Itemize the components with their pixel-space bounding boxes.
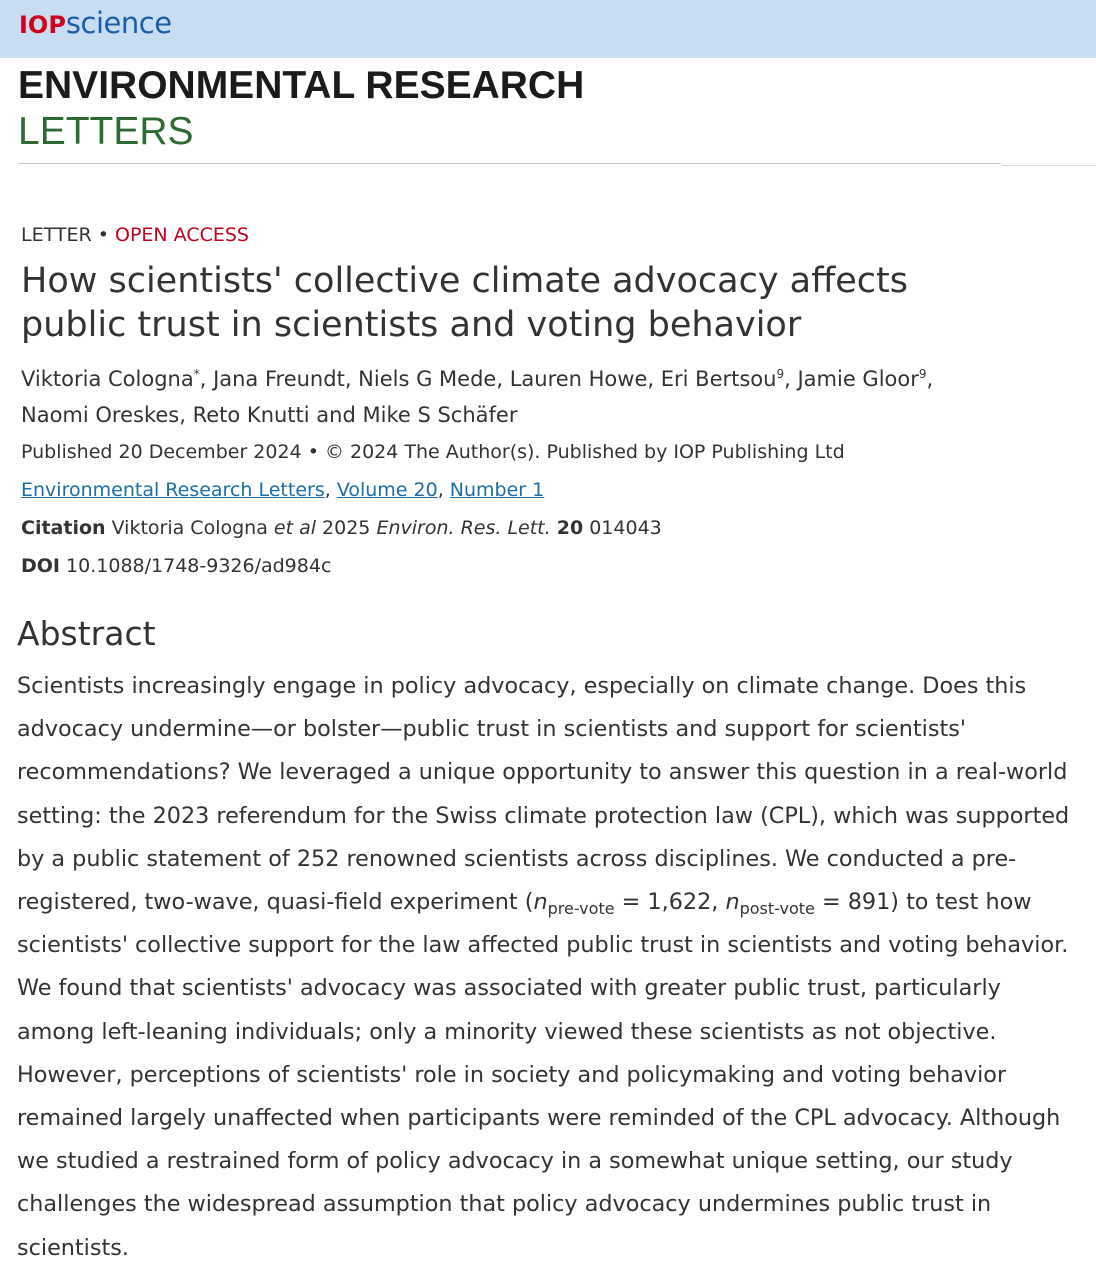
author-affiliation-marker: 9 [776, 367, 785, 381]
number-link[interactable]: Number 1 [449, 479, 545, 501]
author-affiliation-marker: 9 [918, 367, 927, 381]
journal-link[interactable]: Environmental Research Letters [21, 479, 325, 501]
journal-title-line1: ENVIRONMENTAL RESEARCH [18, 64, 585, 107]
logo-science: science [65, 6, 172, 40]
author-name[interactable]: Naomi Oreskes [21, 403, 180, 427]
author-name[interactable]: Mike S Schäfer [362, 403, 518, 427]
doi-label: DOI [21, 555, 60, 577]
n-pre-vote-sub: pre-vote [547, 899, 615, 919]
citation-etal: et al [273, 517, 316, 539]
abstract-part1: Scientists increasingly engage in policy advocacy, especially on climate change. Does this advocacy undermine—or bolster—public trust in scientists and support for scientists' recommendations? We leveraged a unique opportunity to answer this question in a real-world setting: the 2023 referendum for the Swiss climate protection law (CPL), which was supported by a public statement of 252 renowned scientists across disciplines. We conducted a pre-registered, two-wave, quasi-field experiment ( [17, 673, 1070, 916]
author-name[interactable]: Jana Freundt [213, 367, 345, 391]
article-type-line [21, 222, 1081, 248]
author-affiliation-marker: * [193, 367, 200, 381]
citation-line [21, 509, 1081, 547]
journal-title-line2: LETTERS [18, 110, 194, 153]
article-header [21, 222, 1081, 585]
abstract-section [17, 612, 1085, 1270]
author-name[interactable]: Lauren Howe [509, 367, 648, 391]
top-bar [0, 0, 1096, 58]
citation-journal: Environ. Res. Lett. [376, 517, 551, 539]
citation-year: 2025 [322, 517, 371, 539]
citation-label: Citation [21, 517, 106, 539]
n-pre-vote-value: = 1,622, [614, 889, 726, 916]
n-post-vote-sub: post-vote [739, 899, 815, 919]
type-separator: • [91, 224, 115, 246]
abstract-heading: Abstract [17, 614, 156, 653]
logo-iop: IOP [19, 11, 66, 39]
author-name[interactable]: Jamie Gloor [797, 367, 919, 391]
n-symbol: n [725, 889, 740, 916]
citation-volume: 20 [556, 517, 584, 539]
author-list: Viktoria Cologna*, Jana Freundt, Niels G Mede, Lauren Howe, Eri Bertsou$^9$, Jamie Gloor$^9$, Naomi Oreskes, Reto Knutti and Mike S Schäfer [21, 367, 934, 427]
author-name[interactable]: Niels G Mede [358, 367, 497, 391]
citation-article-number: 014043 [589, 517, 662, 539]
author-name[interactable]: Eri Bertsou [660, 367, 777, 391]
doi-line [21, 547, 1081, 585]
article-type: LETTER [21, 224, 92, 246]
journal-logo[interactable] [18, 66, 584, 156]
publication-info: Published 20 December 2024 • © 2024 The Author(s). Published by IOP Publishing Ltd [21, 441, 845, 463]
article-title: How scientists' collective climate advocacy affects public trust in scientists and voting behavior [21, 261, 908, 345]
doi-value[interactable]: 10.1088/1748-9326/ad984c [66, 555, 332, 577]
open-access-badge: OPEN ACCESS [114, 224, 249, 246]
n-post-vote-value: = 891 [814, 889, 891, 916]
volume-link[interactable]: Volume 20 [336, 479, 438, 501]
author-name[interactable]: Viktoria Cologna [21, 367, 194, 391]
issue-links: Environmental Research Letters, Volume 20, Number 1 [21, 479, 545, 501]
iopscience-logo[interactable] [19, 4, 172, 44]
citation-author: Viktoria Cologna [111, 517, 268, 539]
header-divider-right [1001, 165, 1096, 166]
header-divider [18, 163, 1001, 164]
abstract-text [17, 665, 1085, 1270]
author-name[interactable]: Reto Knutti [192, 403, 310, 427]
n-symbol: n [533, 889, 548, 916]
abstract-part2: ) to test how scientists' collective support for the law affected public trust in scientists and voting behavior. We found that scientists' advocacy was associated with greater public trust, particularly among left-leaning individuals; only a minority viewed these scientists as not objective. However, perceptions of scientists' role in society and policymaking and voting behavior remained largely unaffected when participants were reminded of the CPL advocacy. Although we studied a restrained form of policy advocacy in a somewhat unique setting, our study challenges the widespread assumption that policy advocacy undermines public trust in scientists. [17, 889, 1069, 1261]
